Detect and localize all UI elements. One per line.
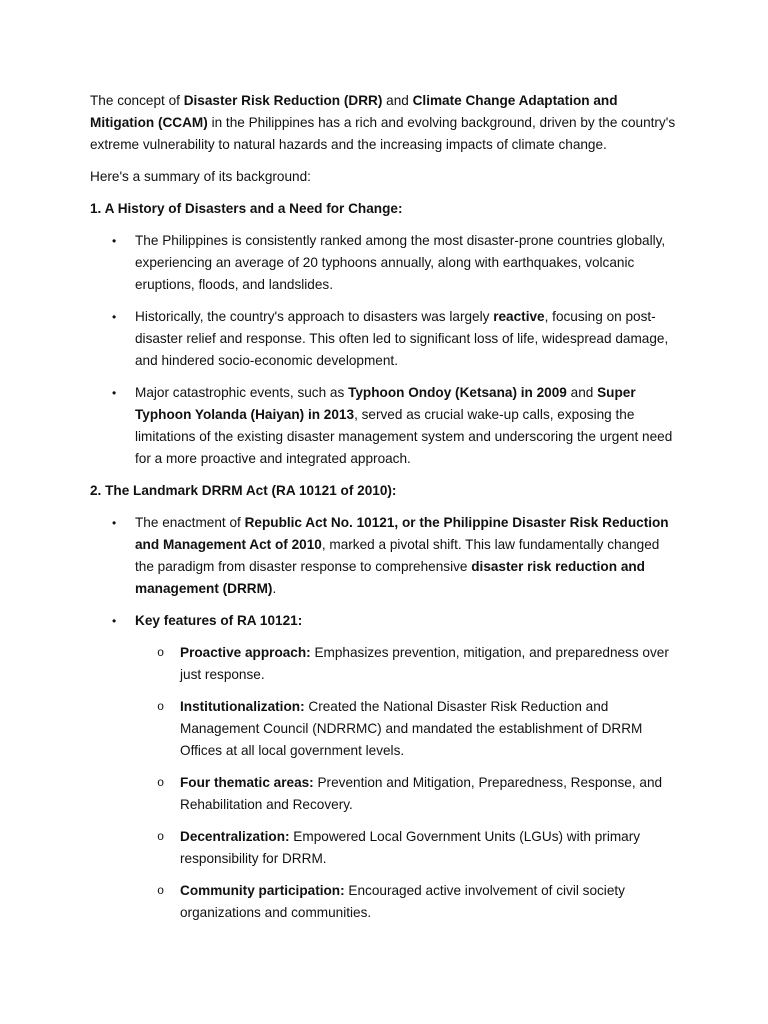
bullet-icon: • — [112, 234, 117, 248]
feature-text: Empowered Local Government Units (LGUs) with primary responsibility for DRRM. — [180, 829, 641, 866]
sub-bullet-icon: o — [157, 646, 165, 660]
bullet-icon: • — [112, 614, 117, 628]
intro-bold-ccam: Climate Change Adaptation and Mitigation (CCAM) — [90, 93, 618, 130]
bold-ra-10121: Republic Act No. 10121, or the Philippine Disaster Risk Reduction and Management Act of 2010 — [135, 515, 669, 552]
list-item-text: , marked a pivotal shift. This law fundamentally changed the paradigm from disaster response to comprehensive — [135, 537, 660, 574]
feature-text: Prevention and Mitigation, Preparedness, Response, and Rehabilitation and Recovery. — [180, 775, 663, 812]
bold-typhoon-yolanda: Super Typhoon Yolanda (Haiyan) in 2013 — [135, 385, 636, 422]
section-1-list — [90, 230, 680, 470]
intro-paragraph — [90, 90, 680, 156]
intro-text: in the Philippines has a rich and evolving background, driven by the country's extreme vulnerability to natural hazards and the increasing impacts of climate change. — [90, 115, 676, 152]
list-item — [90, 512, 680, 600]
key-features-label: Key features of RA 10121: — [135, 613, 303, 628]
intro-text: The concept of — [90, 93, 184, 108]
bullet-icon: • — [112, 516, 117, 530]
feature-label: Community participation: — [180, 883, 345, 898]
list-item — [90, 610, 680, 924]
bullet-icon: • — [112, 386, 117, 400]
feature-text: Emphasizes prevention, mitigation, and preparedness over just response. — [180, 645, 669, 682]
intro-text: and — [382, 93, 413, 108]
feature-label: Four thematic areas: — [180, 775, 314, 790]
feature-text: Created the National Disaster Risk Reduction and Management Council (NDRRMC) and mandated the establishment of DRRM Offices at all local government levels. — [180, 699, 643, 758]
list-item-text: Historically, the country's approach to disasters was largely — [135, 309, 494, 324]
feature-label: Proactive approach: — [180, 645, 311, 660]
bold-reactive: reactive — [493, 309, 545, 324]
feature-item — [135, 642, 680, 686]
feature-item — [135, 696, 680, 762]
list-item-text: , served as crucial wake-up calls, exposing the limitations of the existing disaster management system and underscoring the urgent need for a more proactive and integrated approach. — [135, 407, 673, 466]
section-1-heading: 1. A History of Disasters and a Need for Change: — [90, 201, 403, 216]
list-item-text: , focusing on post-disaster relief and response. This often led to significant loss of life, widespread damage, and hindered socio-economic development. — [135, 309, 669, 368]
feature-label: Institutionalization: — [180, 699, 305, 714]
section-2-heading: 2. The Landmark DRRM Act (RA 10121 of 2010): — [90, 483, 397, 498]
list-item-text: Major catastrophic events, such as — [135, 385, 349, 400]
bold-typhoon-ondoy: Typhoon Ondoy (Ketsana) in 2009 — [348, 385, 567, 400]
sub-bullet-icon: o — [157, 830, 165, 844]
bold-drrm: disaster risk reduction and management (DRRM) — [135, 559, 645, 596]
feature-item — [135, 772, 680, 816]
key-features-list — [135, 642, 680, 924]
sub-bullet-icon: o — [157, 700, 165, 714]
document-page — [90, 90, 680, 934]
list-item-text: . — [272, 581, 277, 596]
list-item — [90, 382, 680, 470]
feature-text: Encouraged active involvement of civil society organizations and communities. — [180, 883, 625, 920]
list-item — [90, 230, 680, 296]
sub-bullet-icon: o — [157, 776, 165, 790]
list-item-text: The Philippines is consistently ranked among the most disaster-prone countries globally, experiencing an average of 20 typhoons annually, along with earthquakes, volcanic eruptions, floods, and landslides. — [135, 233, 666, 292]
list-item — [90, 306, 680, 372]
feature-item — [135, 880, 680, 924]
feature-item — [135, 826, 680, 870]
section-2-list — [90, 512, 680, 924]
list-item-text: and — [566, 385, 598, 400]
feature-label: Decentralization: — [180, 829, 290, 844]
sub-bullet-icon: o — [157, 884, 165, 898]
bullet-icon: • — [112, 310, 117, 324]
intro-bold-drr: Disaster Risk Reduction (DRR) — [183, 93, 383, 108]
summary-lead: Here's a summary of its background: — [90, 169, 311, 184]
list-item-text: The enactment of — [135, 515, 245, 530]
